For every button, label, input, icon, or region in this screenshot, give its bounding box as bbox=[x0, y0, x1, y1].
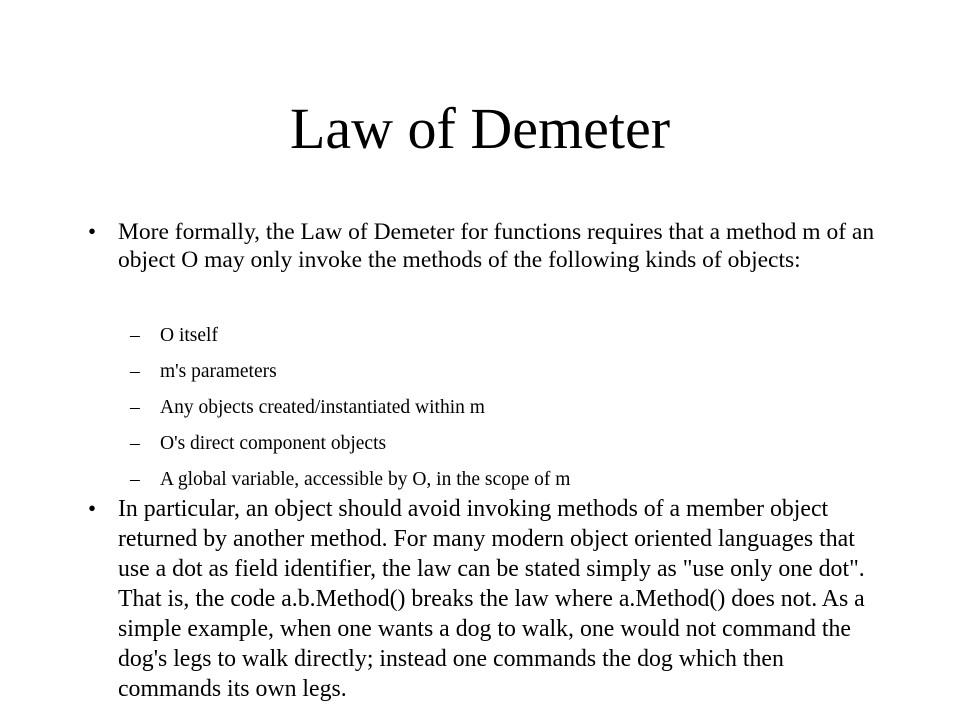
sub-item-text: Any objects created/instantiated within m bbox=[160, 397, 485, 418]
bullet-marker: • bbox=[88, 496, 97, 521]
bullet-item bbox=[88, 494, 888, 704]
sub-item-text: O's direct component objects bbox=[160, 433, 387, 454]
sub-list bbox=[130, 318, 860, 498]
sub-marker: – bbox=[130, 325, 140, 346]
slide-title: Law of Demeter bbox=[289, 96, 671, 161]
bullet-text: In particular, an object should avoid invoking methods of a member object returned by another method. For many modern object oriented languages that use a dot as field identifier, the law can be stated simply as "use only one dot". That is, the code a.b.Method() breaks the law where a.Method() does not. As a simple example, when one wants a dog to walk, one would not command the dog's legs to walk directly; instead one commands the dog which then commands its own legs. bbox=[118, 496, 865, 702]
sub-list-item bbox=[130, 426, 860, 462]
sub-list-item bbox=[130, 462, 860, 498]
bullet-text: More formally, the Law of Demeter for functions requires that a method m of an object O may only invoke the methods of the following kinds of objects: bbox=[118, 219, 875, 273]
sub-item-text: A global variable, accessible by O, in the scope of m bbox=[160, 469, 571, 490]
sub-list-item bbox=[130, 354, 860, 390]
sub-marker: – bbox=[130, 361, 140, 382]
sub-marker: – bbox=[130, 433, 140, 454]
sub-list-item bbox=[130, 390, 860, 426]
sub-list-item bbox=[130, 318, 860, 354]
sub-item-text: O itself bbox=[160, 325, 218, 346]
bullet-item bbox=[88, 218, 888, 274]
sub-marker: – bbox=[130, 469, 140, 490]
bullet-marker: • bbox=[88, 219, 97, 244]
sub-marker: – bbox=[130, 397, 140, 418]
sub-item-text: m's parameters bbox=[160, 361, 277, 382]
